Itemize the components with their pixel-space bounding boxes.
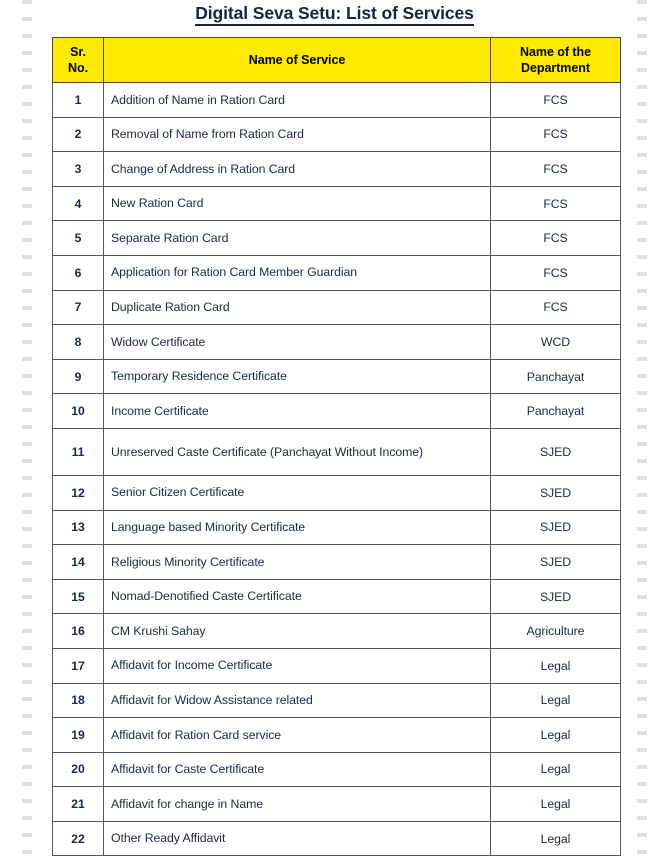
cell-department: Legal xyxy=(491,648,621,683)
cell-service-name: Application for Ration Card Member Guardian xyxy=(104,255,491,290)
cell-sr-no: 17 xyxy=(53,648,104,683)
cell-department: Legal xyxy=(491,752,621,787)
scan-artifact-left-edge xyxy=(22,0,32,863)
table-row xyxy=(53,648,621,683)
cell-department: SJED xyxy=(491,428,621,475)
cell-service-name: Duplicate Ration Card xyxy=(104,290,491,325)
table-body xyxy=(53,83,621,856)
cell-sr-no: 8 xyxy=(53,325,104,360)
cell-department: WCD xyxy=(491,325,621,360)
table-row xyxy=(53,545,621,580)
cell-department: FCS xyxy=(491,290,621,325)
table-row xyxy=(53,683,621,718)
cell-service-name: Income Certificate xyxy=(104,394,491,429)
cell-service-name: Temporary Residence Certificate xyxy=(104,359,491,394)
table-row xyxy=(53,359,621,394)
table-row xyxy=(53,255,621,290)
table-row xyxy=(53,83,621,118)
table-row xyxy=(53,290,621,325)
cell-department: SJED xyxy=(491,510,621,545)
cell-department: Legal xyxy=(491,718,621,753)
cell-sr-no: 15 xyxy=(53,579,104,614)
cell-service-name: Affidavit for Caste Certificate xyxy=(104,752,491,787)
table-row xyxy=(53,221,621,256)
table-row xyxy=(53,752,621,787)
cell-department: FCS xyxy=(491,186,621,221)
table-row xyxy=(53,614,621,649)
cell-service-name: Affidavit for Ration Card service xyxy=(104,718,491,753)
cell-department: FCS xyxy=(491,117,621,152)
scan-artifact-right-edge xyxy=(637,0,647,863)
cell-sr-no: 11 xyxy=(53,428,104,475)
cell-service-name: Senior Citizen Certificate xyxy=(104,475,491,510)
cell-department: SJED xyxy=(491,475,621,510)
column-header-department-line1: Name of the xyxy=(520,45,591,59)
cell-sr-no: 18 xyxy=(53,683,104,718)
cell-department: FCS xyxy=(491,255,621,290)
cell-department: Agriculture xyxy=(491,614,621,649)
cell-department: SJED xyxy=(491,545,621,580)
table-row xyxy=(53,394,621,429)
cell-service-name: Religious Minority Certificate xyxy=(104,545,491,580)
cell-sr-no: 3 xyxy=(53,152,104,187)
cell-service-name: Addition of Name in Ration Card xyxy=(104,83,491,118)
cell-sr-no: 9 xyxy=(53,359,104,394)
cell-department: Legal xyxy=(491,821,621,856)
cell-sr-no: 6 xyxy=(53,255,104,290)
cell-department: SJED xyxy=(491,579,621,614)
cell-service-name: Widow Certificate xyxy=(104,325,491,360)
cell-sr-no: 13 xyxy=(53,510,104,545)
cell-sr-no: 16 xyxy=(53,614,104,649)
cell-sr-no: 1 xyxy=(53,83,104,118)
cell-service-name: Change of Address in Ration Card xyxy=(104,152,491,187)
column-header-sr-no xyxy=(53,38,104,83)
table-row xyxy=(53,152,621,187)
cell-service-name: New Ration Card xyxy=(104,186,491,221)
table-header xyxy=(53,38,621,83)
cell-service-name: Unreserved Caste Certificate (Panchayat Without Income) xyxy=(104,428,491,475)
table-row xyxy=(53,475,621,510)
cell-service-name: Removal of Name from Ration Card xyxy=(104,117,491,152)
column-header-service-name: Name of Service xyxy=(104,38,491,83)
table-row xyxy=(53,718,621,753)
cell-department: Panchayat xyxy=(491,359,621,394)
cell-sr-no: 14 xyxy=(53,545,104,580)
page-title-text: Digital Seva Setu: List of Services xyxy=(195,3,474,26)
cell-sr-no: 2 xyxy=(53,117,104,152)
table-row xyxy=(53,325,621,360)
cell-sr-no: 10 xyxy=(53,394,104,429)
table-row xyxy=(53,579,621,614)
table-row xyxy=(53,510,621,545)
cell-department: Legal xyxy=(491,683,621,718)
page-title xyxy=(0,3,669,24)
table-row xyxy=(53,821,621,856)
column-header-sr-no-line1: Sr. xyxy=(70,45,86,59)
table-row xyxy=(53,787,621,822)
cell-sr-no: 5 xyxy=(53,221,104,256)
cell-sr-no: 22 xyxy=(53,821,104,856)
table-row xyxy=(53,117,621,152)
cell-department: FCS xyxy=(491,83,621,118)
column-header-department xyxy=(491,38,621,83)
cell-service-name: Affidavit for Income Certificate xyxy=(104,648,491,683)
table-row xyxy=(53,186,621,221)
cell-service-name: Affidavit for change in Name xyxy=(104,787,491,822)
cell-sr-no: 21 xyxy=(53,787,104,822)
cell-service-name: CM Krushi Sahay xyxy=(104,614,491,649)
cell-service-name: Affidavit for Widow Assistance related xyxy=(104,683,491,718)
cell-department: FCS xyxy=(491,152,621,187)
cell-service-name: Other Ready Affidavit xyxy=(104,821,491,856)
cell-sr-no: 12 xyxy=(53,475,104,510)
cell-department: Legal xyxy=(491,787,621,822)
cell-sr-no: 20 xyxy=(53,752,104,787)
cell-service-name: Language based Minority Certificate xyxy=(104,510,491,545)
column-header-department-line2: Department xyxy=(521,61,590,75)
table-header-row xyxy=(53,38,621,83)
cell-service-name: Separate Ration Card xyxy=(104,221,491,256)
cell-service-name: Nomad-Denotified Caste Certificate xyxy=(104,579,491,614)
cell-sr-no: 19 xyxy=(53,718,104,753)
cell-sr-no: 4 xyxy=(53,186,104,221)
cell-department: FCS xyxy=(491,221,621,256)
table-row xyxy=(53,428,621,475)
cell-department: Panchayat xyxy=(491,394,621,429)
column-header-sr-no-line2: No. xyxy=(68,61,88,75)
cell-sr-no: 7 xyxy=(53,290,104,325)
services-table xyxy=(52,37,621,856)
